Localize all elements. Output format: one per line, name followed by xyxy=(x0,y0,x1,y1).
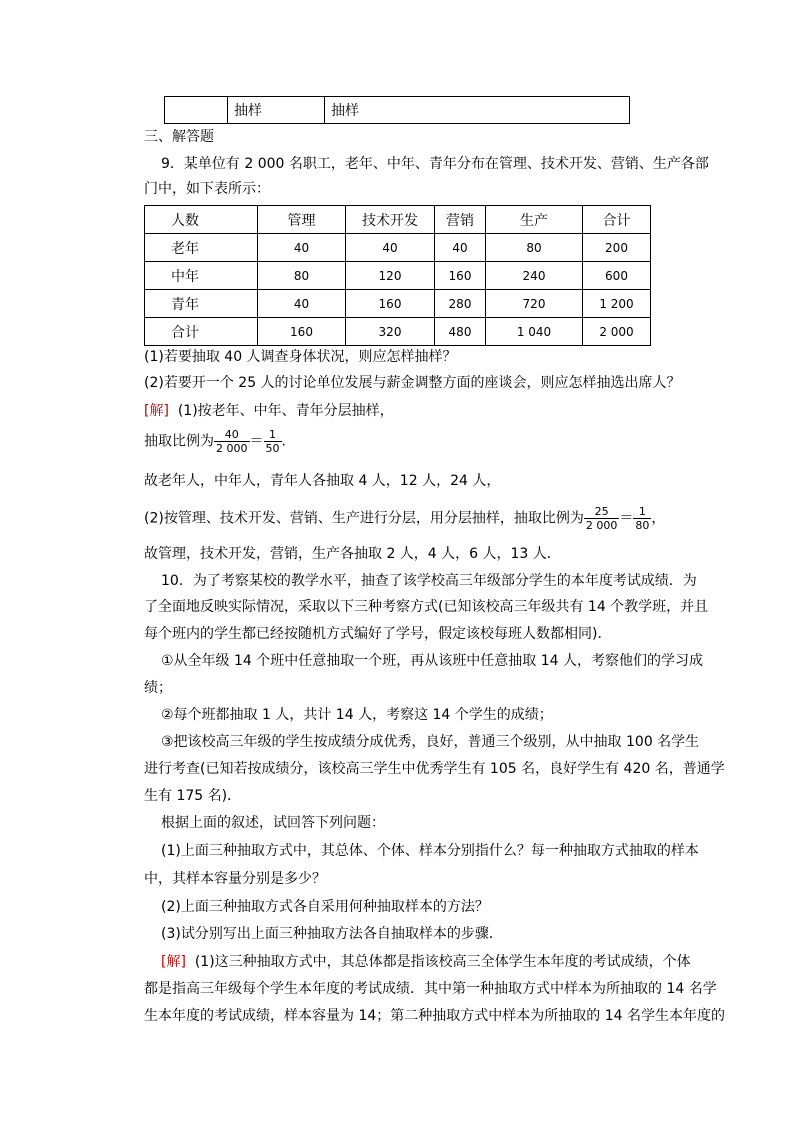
q10-line: (2)上面三种抽取方式各自采用何种抽取样本的方法？ xyxy=(161,899,489,915)
fraction-denominator: 2 000 xyxy=(585,519,618,532)
table-cell: 中年 xyxy=(145,262,258,290)
q10-line: 根据上面的叙述，试回答下列问题： xyxy=(161,815,385,831)
q9-subquestion-1: (1)若要抽取 40 人调查身体状况，则应怎样抽样？ xyxy=(144,349,457,365)
table-cell: 120 xyxy=(346,262,435,290)
fraction-denominator: 80 xyxy=(635,519,650,532)
q9-subquestion-2: (2)若要开一个 25 人的讨论单位发展与薪金调整方面的座谈会，则应怎样抽选出席人？ xyxy=(144,375,681,391)
solution-text: (1)按老年、中年、青年分层抽样， xyxy=(177,403,394,419)
q10-line: 中，其样本容量分别是多少？ xyxy=(144,871,326,887)
solution-tag: [解] xyxy=(144,403,169,419)
q10-line: ②每个班都抽取 1 人，共计 14 人，考察这 14 个学生的成绩； xyxy=(161,707,553,723)
table-cell: 合计 xyxy=(145,318,258,346)
q9-solution-line: 故老年人，中年人，青年人各抽取 4 人，12 人，24 人， xyxy=(144,473,501,489)
q10-solution-line xyxy=(161,953,691,971)
fraction-numerator: 25 xyxy=(584,505,620,519)
ratio-label: 抽取比例为 xyxy=(144,433,214,450)
table-header-cell: 人数 xyxy=(145,206,258,234)
q9-solution-line xyxy=(144,402,394,420)
q9-ratio-line-2 xyxy=(144,505,665,532)
table-cell: 抽样 xyxy=(228,97,325,124)
q10-line: 10．为了考察某校的教学水平，抽查了该学校高三年级部分学生的本年度考试成绩．为 xyxy=(161,573,697,589)
table-cell: 40 xyxy=(435,234,486,262)
table-cell: 280 xyxy=(435,290,486,318)
fraction xyxy=(584,505,620,532)
table-cell: 1 200 xyxy=(583,290,651,318)
table-row xyxy=(145,318,651,346)
table-row xyxy=(145,262,651,290)
table-cell: 200 xyxy=(583,234,651,262)
q10-line: 生有 175 名)． xyxy=(144,788,242,804)
table-cell: 40 xyxy=(258,234,346,262)
equals-sign: ＝ xyxy=(619,510,634,527)
table-header-cell: 管理 xyxy=(258,206,346,234)
q9-solution-line: 故管理，技术开发，营销，生产各抽取 2 人，4 人，6 人，13 人． xyxy=(144,546,561,562)
q9-intro-line: 9．某单位有 2 000 名职工，老年、中年、青年分布在管理、技术开发、营销、生产各部 xyxy=(161,156,709,172)
punctuation: . xyxy=(281,433,286,450)
table-cell: 80 xyxy=(486,234,583,262)
q10-solution-line: 都是指高三年级每个学生本年度的考试成绩．其中第一种抽取方式中样本为所抽取的 14 名学 xyxy=(144,981,717,997)
equals-sign: ＝ xyxy=(249,433,264,450)
fraction xyxy=(633,505,651,532)
q9-ratio-line xyxy=(144,428,286,455)
table-header-cell: 合计 xyxy=(583,206,651,234)
table-cell: 160 xyxy=(435,262,486,290)
table-cell: 1 040 xyxy=(486,318,583,346)
table-header-cell: 生产 xyxy=(486,206,583,234)
table-cell: 160 xyxy=(258,318,346,346)
table-cell: 2 000 xyxy=(583,318,651,346)
q10-line: ①从全年级 14 个班中任意抽取一个班，再从该班中任意抽取 14 人，考察他们的学习成 xyxy=(161,653,703,669)
q10-solution-line: 生本年度的考试成绩，样本容量为 14；第二种抽取方式中样本为所抽取的 14 名学生本年度的 xyxy=(144,1008,725,1024)
table-cell: 600 xyxy=(583,262,651,290)
table-cell: 240 xyxy=(486,262,583,290)
table-header-cell: 技术开发 xyxy=(346,206,435,234)
punctuation: ， xyxy=(651,510,666,527)
q10-line: (1)上面三种抽取方式中，其总体、个体、样本分别指什么？每一种抽取方式抽取的样本 xyxy=(161,843,699,859)
fraction-denominator: 2 000 xyxy=(216,442,248,455)
q9-intro-line: 门中，如下表所示： xyxy=(144,181,270,197)
table-cell: 40 xyxy=(258,290,346,318)
table-header-row xyxy=(145,206,651,234)
q10-line: ③把该校高三年级的学生按成绩分成优秀，良好，普通三个级别，从中抽取 100 名学生 xyxy=(161,734,700,750)
solution-text: (2)按管理、技术开发、营销、生产进行分层，用分层抽样，抽取比例为 xyxy=(144,510,584,527)
q10-line: 进行考查(已知若按成绩分，该校高三学生中优秀学生有 105 名，良好学生有 420 名，普通学 xyxy=(144,761,725,777)
fraction-numerator: 40 xyxy=(214,428,250,442)
table-cell: 80 xyxy=(258,262,346,290)
fraction-numerator: 1 xyxy=(264,428,282,442)
table-cell: 抽样 xyxy=(325,97,630,124)
section-heading: 三、解答题 xyxy=(144,129,214,145)
table-cell: 老年 xyxy=(145,234,258,262)
q10-line: 绩； xyxy=(144,680,172,696)
table-row xyxy=(145,234,651,262)
fraction-denominator: 50 xyxy=(265,442,280,455)
table-cell: 320 xyxy=(346,318,435,346)
table-header-cell: 营销 xyxy=(435,206,486,234)
fraction xyxy=(214,428,250,455)
fraction-numerator: 1 xyxy=(633,505,651,519)
q10-line: 了全面地反映实际情况，采取以下三种考察方式(已知该校高三年级共有 14 个教学班，并且 xyxy=(144,599,709,615)
q10-line: (3)试分别写出上面三种抽取方法各自抽取样本的步骤． xyxy=(161,926,503,942)
table-row xyxy=(165,97,630,124)
staff-distribution-table xyxy=(144,205,651,346)
fraction xyxy=(264,428,282,455)
table-row xyxy=(145,290,651,318)
table-cell: 720 xyxy=(486,290,583,318)
table-cell: 160 xyxy=(346,290,435,318)
top-table-fragment xyxy=(164,96,630,124)
solution-text: (1)这三种抽取方式中，其总体都是指该校高三全体学生本年度的考试成绩，个体 xyxy=(194,954,691,970)
table-cell: 480 xyxy=(435,318,486,346)
solution-tag: [解] xyxy=(161,954,186,970)
table-cell xyxy=(165,97,228,124)
table-cell: 40 xyxy=(346,234,435,262)
q10-line: 每个班内的学生都已经按随机方式编好了学号，假定该校每班人数都相同)． xyxy=(144,626,612,642)
table-cell: 青年 xyxy=(145,290,258,318)
